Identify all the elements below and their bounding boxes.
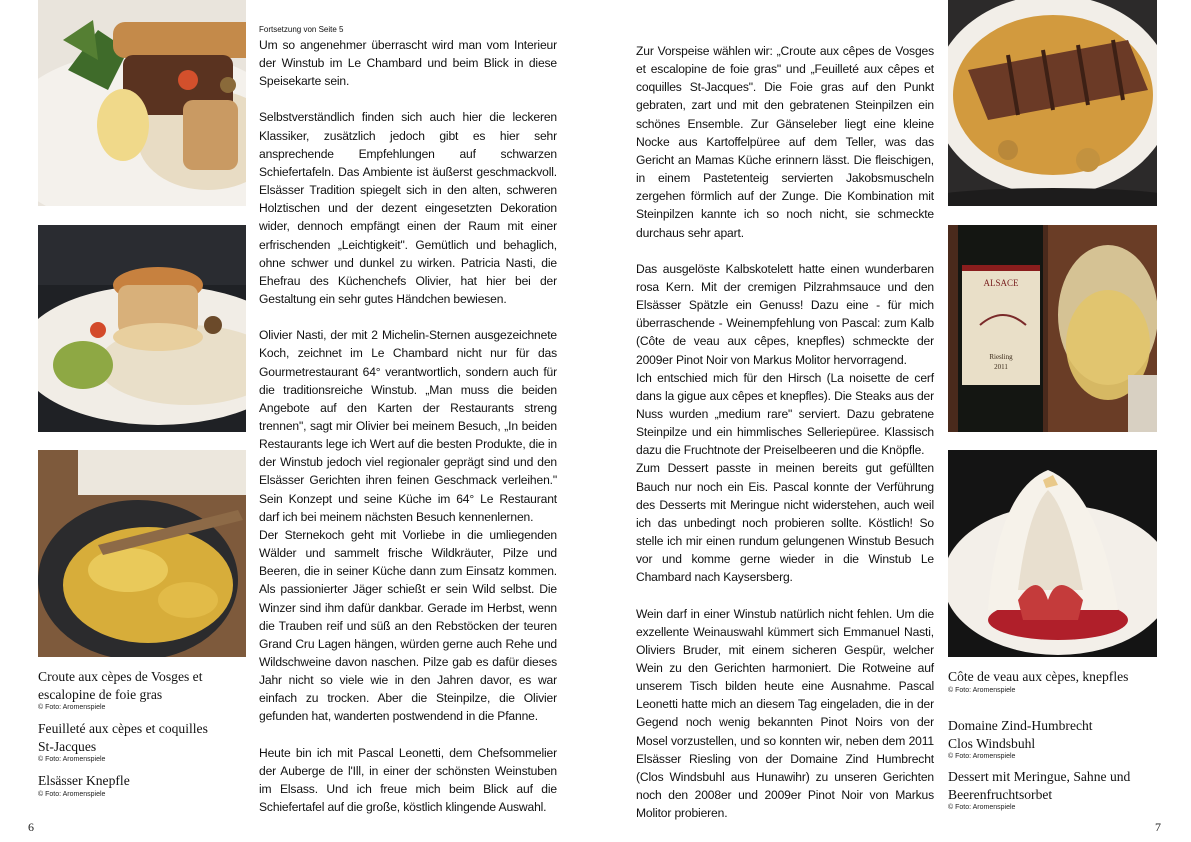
caption-croute bbox=[38, 668, 248, 712]
caption-feuillete-line1: Feuilleté aux cèpes et coquilles bbox=[38, 721, 208, 736]
caption-knepfle-line1: Elsässer Knepfle bbox=[38, 773, 130, 788]
photo-credit: © Foto: Aromenspiele bbox=[948, 753, 1016, 760]
wine-bottle-image bbox=[948, 225, 1157, 432]
photo-elsaesser-knepfle bbox=[38, 450, 246, 657]
right-paragraph-2: Das ausgelöste Kalbskotelett hatte einen wunderbaren rosa Kern. Mit der cremigen Pilzrahmsauce und den Elsässer Spätzle ein Genuss! Dazu eine - für mich überraschende - Weinempfehlung von Pascal: zum Kalb (Côte de veau aux cêpes, knepfles) schmeckte der 2009er Pinot Noir von Markus Molitor hervorragend. bbox=[636, 261, 934, 367]
cote-de-veau-image bbox=[948, 0, 1157, 206]
page-number-left: 6 bbox=[28, 820, 34, 834]
caption-zind-line2: Clos Windsbuhl bbox=[948, 735, 1036, 751]
caption-dessert-line1: Dessert mit Meringue, Sahne und bbox=[948, 769, 1131, 784]
photo-wine-bottle bbox=[948, 225, 1157, 432]
photo-credit: © Foto: Aromenspiele bbox=[38, 704, 106, 711]
left-paragraph-3: Olivier Nasti, der mit 2 Michelin-Sternen ausgezeichnete Koch, zeichnet im Le Chambard nicht nur für das Gourmetrestaurant 64° verantwortlich, sondern auch für die traditionsreiche Winstub. „Man muss die beiden Angebote auf den Karten der Restaurants streng trennen", sagt mir Olivier bei meinem Besuch, „In beiden Restaurants lege ich Wert auf die besten Produkte, die in der Winstub jedoch viel regionaler geprägt sind und den Elsässer Gerichten ihren feinen Geschmack verleihen." Sein Konzept und seine Küche im 64° Le Restaurant darf ich bei meinem nächsten Besuch kennenlernen. bbox=[259, 328, 557, 524]
wine-label-vintage: 2011 bbox=[994, 363, 1008, 371]
photo-feuillete-st-jacques bbox=[38, 225, 246, 432]
left-article-column bbox=[259, 24, 557, 816]
left-paragraph-4: Der Sternekoch geht mit Vorliebe in die umliegenden Wälder und sammelt frische Wildkräuter, Pilze und Beeren, die in seiner Küche dann zum Einsatz kommen. Als passionierter Jäger schießt er sein Wild selbst. Die Winzer sind ihm dafür dankbar. Gerade im Herbst, wenn die Trauben reif und süß an den Rebstöcken der teuren Grand Cru Lagen hängen, würden gerne auch Rehe und Wildschweine davon naschen. Pilze gab es dafür dieses Jahr nicht so viele wie in den Jahren davor, es war einfach zu trocken. Aber die Steinpilze, die Olivier gefunden hat, wanderten postwendend in die Pfanne. bbox=[259, 527, 557, 724]
left-paragraph-2: Selbstverständlich finden sich auch hier die leckeren Klassiker, zusätzlich jedoch gibt es hier sehr ansprechende Empfehlungen auf schwarzen Schiefertafeln. Das Ambiente ist äußerst geschmackvoll. Elsässer Tradition spiegelt sich in den alten, schweren Holztischen und der dezent eingesetzten Dekoration wider, dennoch empfängt einen der Raum mit einer erfrischenden „Leichtigkeit". Gemütlich und behaglich, ohne schwer und dunkel zu wirken. Patricia Nasti, die Ehefrau des Küchenchefs Olivier, hat hier bei der Gestaltung ein sehr gutes Händchen bewiesen. bbox=[259, 110, 557, 307]
caption-dessert-line2: Beerenfruchtsorbet bbox=[948, 786, 1053, 802]
croute-foie-gras-image bbox=[38, 0, 246, 206]
feuillete-st-jacques-image bbox=[38, 225, 246, 432]
left-paragraph-1: Um so angenehmer überrascht wird man vom Interieur der Winstub im Le Chambard und beim Blick in diese Speisekarte sein. bbox=[259, 38, 557, 89]
photo-credit: © Foto: Aromenspiele bbox=[38, 790, 106, 798]
caption-zind-humbrecht bbox=[948, 717, 1163, 761]
caption-croute-line1: Croute aux cèpes de Vosges et bbox=[38, 669, 203, 684]
right-paragraph-3: Ich entschied mich für den Hirsch (La noisette de cerf dans la gigue aux cêpes et knepfles). Die Steaks aus der Nuss wurden „medium rare" serviert. Dazu gebratene Steinpilze und ein himmlisches Selleriepüree. Klassisch dazu die Fruchtnote der Preiselbeeren und die Knöpfle. bbox=[636, 370, 934, 458]
photo-cote-de-veau bbox=[948, 0, 1157, 206]
photo-credit: © Foto: Aromenspiele bbox=[948, 686, 1016, 694]
page-number-right: 7 bbox=[1155, 820, 1161, 834]
right-article-column bbox=[636, 42, 934, 822]
caption-feuillete-line2: St-Jacques bbox=[38, 738, 97, 754]
right-paragraph-1: Zur Vorspeise wählen wir: „Croute aux cêpes de Vosges et escalopine de foie gras" und „Feuilleté aux cêpes et coquilles St-Jacques". Die Foie gras auf den Punkt gebraten, zart und mit den gebratenen Steinpilzen ein schönes Ensemble. Zur Gänseleber liegt eine kleine Nocke aus Kartoffelpüree auf dem Teller, was das Gericht an Mamas Küche erinnern lässt. Die fleischigen, in einem Pastetenteig servierten Jakobsmuscheln zergehen förmlich auf der Zunge. Die Kombination mit Steinpilzen kannte ich so noch nicht, sie schmeckte durchaus sehr apart. bbox=[636, 44, 934, 240]
photo-credit: © Foto: Aromenspiele bbox=[948, 804, 1016, 811]
caption-cote-line1: Côte de veau aux cèpes, knepfles bbox=[948, 669, 1129, 684]
right-paragraph-5: Wein darf in einer Winstub natürlich nicht fehlen. Um die exzellente Weinauswahl kümmert sich Emmanuel Nasti, Oliviers Bruder, mit einem sicheren Gespür, welcher Wein zu den Gerichten harmoniert. Die Rotweine auf unserem Tisch bilden heute eine Ausnahme. Pascal Leonetti hatte mich an diesem Tag eingeladen, die in der Gegend noch wenig bekannten Pinot Noirs von der Mosel vorzustellen, und so konnten wir, neben dem 2011 Elsässer Riesling von der Domaine Zind Humbrecht (Clos Windsbuhl aus Hunawihr) zu unseren Gerichten noch den 2008er und 2009er Pinot Noir von Markus Molitor probieren. bbox=[636, 606, 934, 821]
caption-zind-line1: Domaine Zind-Humbrecht bbox=[948, 718, 1093, 733]
caption-dessert bbox=[948, 768, 1163, 812]
caption-croute-line2: escalopine de foie gras bbox=[38, 686, 163, 702]
continuation-note: Fortsetzung von Seite 5 bbox=[259, 25, 344, 34]
dessert-meringue-image bbox=[948, 450, 1157, 657]
photo-dessert-meringue bbox=[948, 450, 1157, 657]
knepfle-image bbox=[38, 450, 246, 657]
photo-croute-foie-gras bbox=[38, 0, 246, 206]
right-paragraph-4: Zum Dessert passte in meinen bereits gut gefüllten Bauch nur noch ein Eis. Pascal konnte der Verführung des Desserts mit Meringue nicht widerstehen, auch weil ich das unbedingt noch probieren sollte. Köstlich! So stelle ich mir einen rundum gelungenen Winstub Besuch vor und komme gerne wieder in die Winstub Le Chambard nach Kaysersberg. bbox=[636, 461, 934, 585]
caption-cote-de-veau bbox=[948, 668, 1163, 695]
caption-knepfle bbox=[38, 772, 248, 799]
caption-feuillete bbox=[38, 720, 248, 764]
wine-label-region: ALSACE bbox=[983, 278, 1019, 288]
left-paragraph-5: Heute bin ich mit Pascal Leonetti, dem Chefsommelier der Auberge de l'Ill, in einer der schönsten Weinstuben im Elsass. Und ich freue mich beim Blick auf die Schiefertafel auf die große, köstlich klingende Auswahl. bbox=[259, 745, 557, 815]
photo-credit: © Foto: Aromenspiele bbox=[38, 756, 106, 763]
wine-label-variety: Riesling bbox=[989, 353, 1013, 361]
